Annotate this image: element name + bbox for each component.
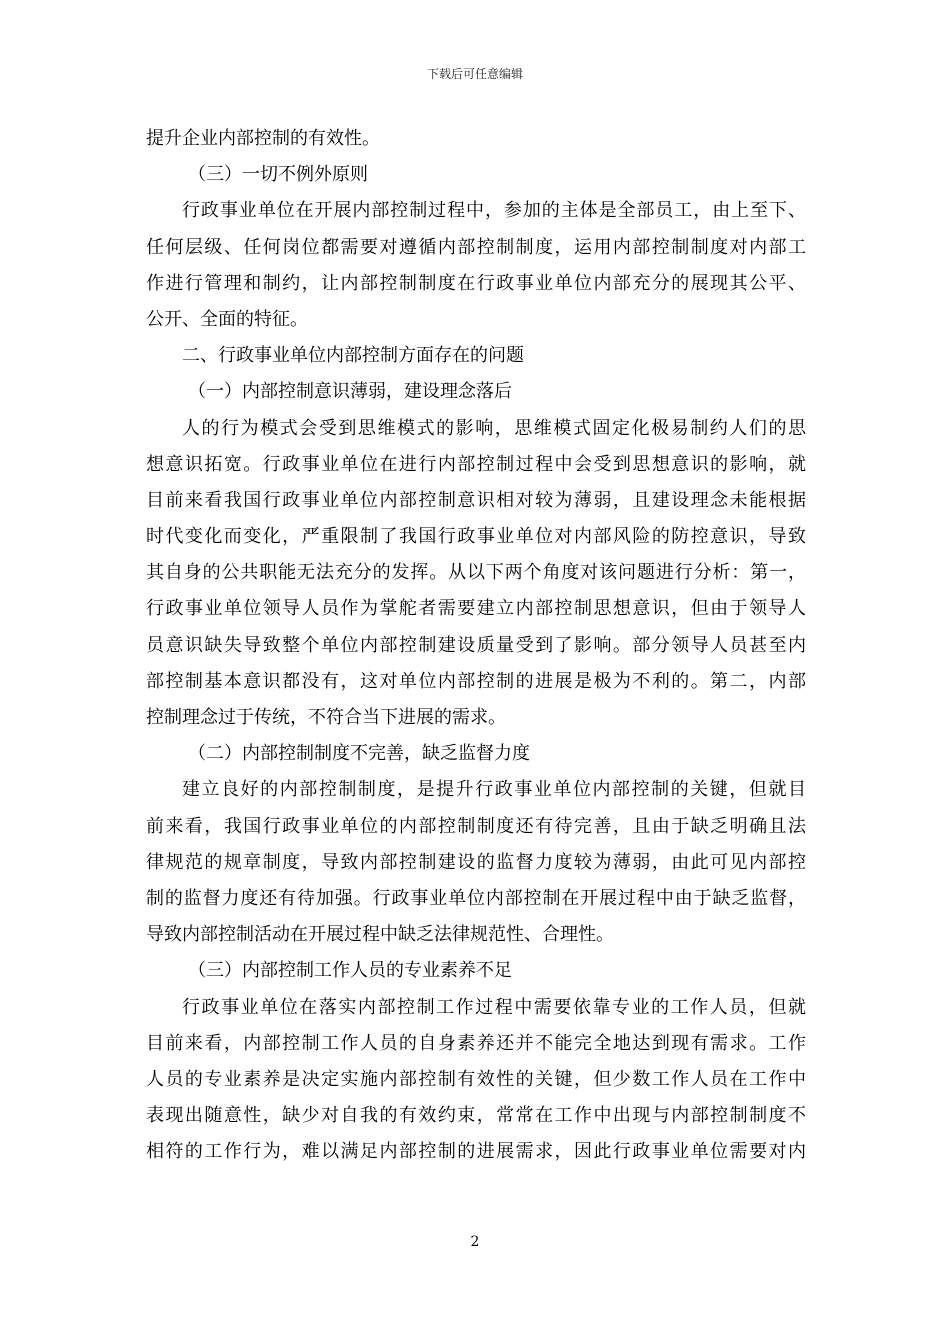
paragraph-line: 部控制基本意识都没有，这对单位内部控制的进展是极为不利的。第二，内部 [146,670,806,692]
paragraph-line: 律规范的规章制度，导致内部控制建设的监督力度较为薄弱，由此可见内部控 [146,851,806,873]
page-header: 下载后可任意编辑 [426,67,523,81]
paragraph-line: 想意识拓宽。行政事业单位在进行内部控制过程中会受到思想意识的影响，就 [146,453,806,475]
paragraph-line: 其自身的公共职能无法充分的发挥。从以下两个角度对该问题进行分析：第一， [146,562,806,584]
paragraph-line: 作进行管理和制约，让内部控制制度在行政事业单位内部充分的展现其公平、 [146,272,806,294]
paragraph-line: 制的监督力度还有待加强。行政事业单位内部控制在开展过程中由于缺乏监督， [146,887,806,909]
paragraph-line: 目前来看，内部控制工作人员的自身素养还并不能完全地达到现有需求。工作 [146,1032,806,1054]
paragraph-line: 时代变化而变化，严重限制了我国行政事业单位对内部风险的防控意识，导致 [146,526,806,548]
paragraph-line: 人的行为模式会受到思维模式的影响，思维模式固定化极易制约人们的思 [182,417,806,439]
paragraph-line: 目前来看我国行政事业单位内部控制意识相对较为薄弱，且建设理念未能根据 [146,489,806,511]
paragraph-line: 任何层级、任何岗位都需要对遵循内部控制制度，运用内部控制制度对内部工 [146,236,806,258]
paragraph-line: 建立良好的内部控制制度，是提升行政事业单位内部控制的关键，但就目 [182,779,806,801]
section-heading: （一）内部控制意识薄弱，建设理念落后 [188,381,512,403]
paragraph-line: 员意识缺失导致整个单位内部控制建设质量受到了影响。部分领导人员甚至内 [146,634,806,656]
paragraph-line: 相符的工作行为，难以满足内部控制的进展需求，因此行政事业单位需要对内 [146,1141,806,1163]
paragraph-line: 控制理念过于传统，不符合当下进展的需求。 [146,707,506,728]
paragraph-line: 行政事业单位在落实内部控制工作过程中需要依靠专业的工作人员，但就 [182,996,806,1018]
paragraph-line: 提升企业内部控制的有效性。 [146,128,380,149]
section-heading: （二）内部控制制度不完善，缺乏监督力度 [188,743,530,765]
document-body [146,121,806,1170]
section-heading: （三）一切不例外原则 [188,164,368,186]
paragraph-line: 行政事业单位在开展内部控制过程中，参加的主体是全部员工，由上至下、 [182,200,806,222]
section-heading: （三）内部控制工作人员的专业素养不足 [188,960,512,982]
paragraph-line: 公开、全面的特征。 [146,308,308,330]
paragraph-line: 人员的专业素养是决定实施内部控制有效性的关键，但少数工作人员在工作中 [146,1068,806,1090]
chapter-heading: 二、行政事业单位内部控制方面存在的问题 [182,345,524,367]
paragraph-line: 行政事业单位领导人员作为掌舵者需要建立内部控制思想意识，但由于领导人 [146,598,806,620]
page-number: 2 [470,1234,480,1250]
paragraph-line: 表现出随意性，缺少对自我的有效约束，常常在工作中出现与内部控制制度不 [146,1105,806,1127]
paragraph-line: 前来看，我国行政事业单位的内部控制制度还有待完善，且由于缺乏明确且法 [146,815,806,837]
paragraph-line: 导致内部控制活动在开展过程中缺乏法律规范性、合理性。 [146,924,614,946]
